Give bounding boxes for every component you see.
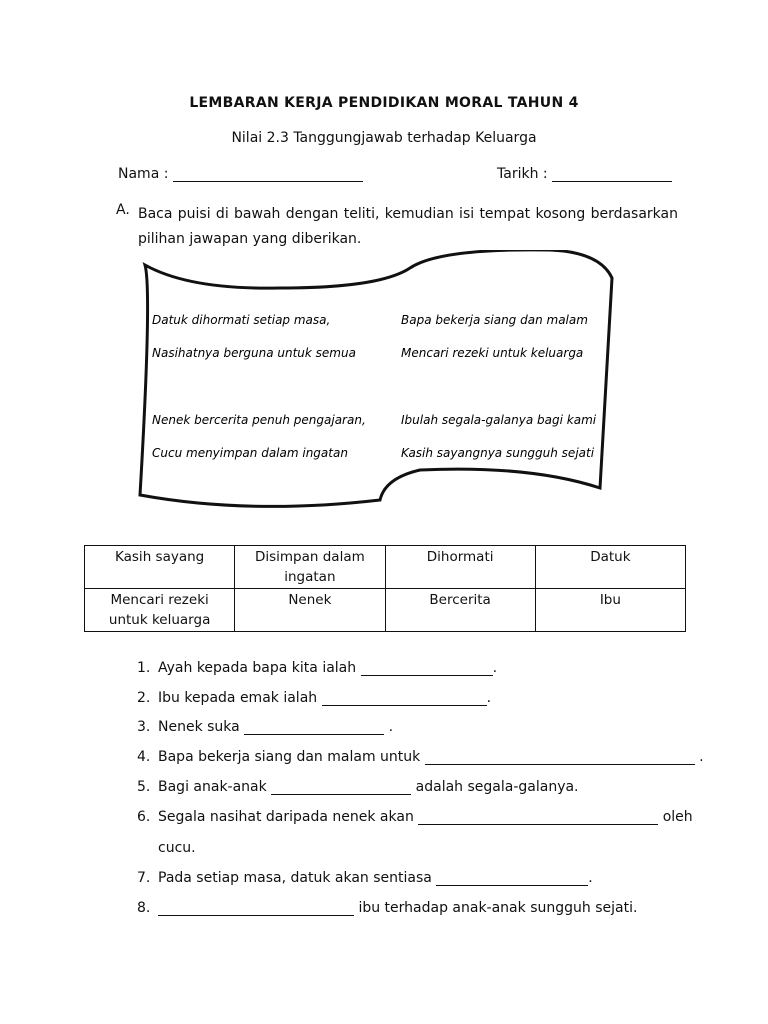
worksheet-subtitle: Nilai 2.3 Tanggungjawab terhadap Keluarga xyxy=(231,130,537,146)
table-row xyxy=(85,546,686,589)
poem-line-right-2: Mencari rezeki untuk keluarga xyxy=(401,346,584,360)
date-label: Tarikh : xyxy=(497,166,548,182)
question-text-end: . xyxy=(694,749,704,765)
question-number: 6. xyxy=(137,809,151,825)
table-cell: Nenek xyxy=(235,589,385,632)
date-field[interactable] xyxy=(497,166,672,182)
table-cell: Ibu xyxy=(535,589,685,632)
question-text-end: . xyxy=(486,690,492,706)
table-cell: Dihormati xyxy=(385,546,535,589)
poem-line-left-4: Cucu menyimpan dalam ingatan xyxy=(152,446,348,460)
question-text: Ibu kepada emak ialah xyxy=(158,690,318,706)
poem-line-right-1: Bapa bekerja siang dan malam xyxy=(401,313,588,327)
question-number: 4. xyxy=(137,749,151,765)
question-text: Ayah kepada bapa kita ialah xyxy=(158,660,357,676)
poem-line-left-1: Datuk dihormati setiap masa, xyxy=(152,313,331,327)
answer-blank[interactable] xyxy=(244,720,384,735)
answer-blank[interactable] xyxy=(425,750,695,765)
question-text: Pada setiap masa, datuk akan sentiasa xyxy=(158,870,432,886)
name-field[interactable] xyxy=(118,166,363,182)
instruction-letter: A. xyxy=(116,202,130,218)
table-row xyxy=(85,589,686,632)
question-number: 3. xyxy=(137,719,151,735)
instruction-text: Baca puisi di bawah dengan teliti, kemudian isi tempat kosong berdasarkan pilihan jawapan yang diberikan. xyxy=(138,206,678,247)
question-text: Bapa bekerja siang dan malam untuk xyxy=(158,749,421,765)
table-cell: Datuk xyxy=(535,546,685,589)
answer-blank[interactable] xyxy=(418,810,658,825)
table-cell: Kasih sayang xyxy=(85,546,235,589)
answer-blank[interactable] xyxy=(361,661,493,676)
name-label: Nama : xyxy=(118,166,169,182)
poem-line-left-3: Nenek bercerita penuh pengajaran, xyxy=(152,413,366,427)
poem-scroll-frame xyxy=(130,250,620,515)
question-text-end: ibu terhadap anak-anak sungguh sejati. xyxy=(354,900,638,916)
question-text: Nenek suka xyxy=(158,719,240,735)
poem-line-right-3: Ibulah segala-galanya bagi kami xyxy=(401,413,597,427)
question-number: 5. xyxy=(137,779,151,795)
date-blank[interactable] xyxy=(552,167,672,182)
table-cell: Bercerita xyxy=(385,589,535,632)
question-text-end: adalah segala-galanya. xyxy=(411,779,579,795)
question-number: 1. xyxy=(137,660,151,676)
question-number: 2. xyxy=(137,690,151,706)
question-text-end: . xyxy=(384,719,394,735)
question-text-end: . xyxy=(492,660,498,676)
name-blank[interactable] xyxy=(173,167,363,182)
poem-line-right-4: Kasih sayangnya sungguh sejati xyxy=(401,446,595,460)
table-cell: Mencari rezeki untuk keluarga xyxy=(85,589,235,632)
question-text-continuation: cucu. xyxy=(158,840,196,856)
question-text: Bagi anak-anak xyxy=(158,779,267,795)
question-number: 7. xyxy=(137,870,151,886)
question-number: 8. xyxy=(137,900,151,916)
answer-blank[interactable] xyxy=(158,901,354,916)
answer-blank[interactable] xyxy=(436,871,588,886)
poem-line-left-2: Nasihatnya berguna untuk semua xyxy=(152,346,356,360)
answer-choices-table xyxy=(84,545,686,632)
answer-blank[interactable] xyxy=(322,691,487,706)
question-text: Segala nasihat daripada nenek akan xyxy=(158,809,414,825)
question-text-end: . xyxy=(588,870,593,886)
question-text-end: oleh xyxy=(658,809,693,825)
worksheet-title: LEMBARAN KERJA PENDIDIKAN MORAL TAHUN 4 xyxy=(189,95,579,111)
table-cell: Disimpan dalam ingatan xyxy=(235,546,385,589)
answer-blank[interactable] xyxy=(271,780,411,795)
